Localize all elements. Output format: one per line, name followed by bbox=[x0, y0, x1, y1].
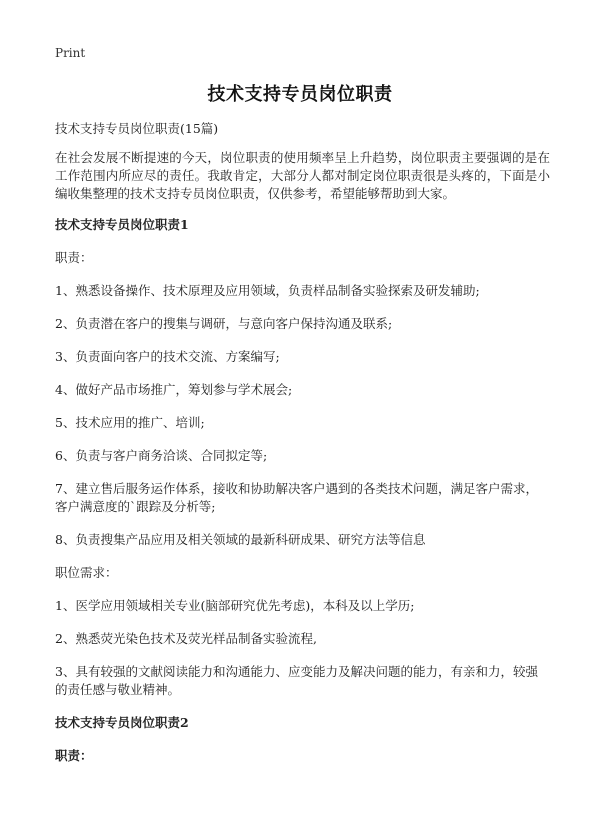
duty-item: 5、技术应用的推广、培训; bbox=[55, 415, 205, 430]
duties-label: 职责： bbox=[55, 250, 93, 265]
duties-label: 职责： bbox=[55, 748, 93, 763]
duty-item: 2、负责潜在客户的搜集与调研，与意向客户保持沟通及联系; bbox=[55, 316, 393, 331]
requirement-item: 1、医学应用领域相关专业(脑部研究优先考虑)，本科及以上学历; bbox=[55, 598, 415, 613]
document-title: 技术支持专员岗位职责 bbox=[207, 84, 393, 105]
duty-item: 1、熟悉设备操作、技术原理及应用领域，负责样品制备实验探索及研发辅助; bbox=[55, 283, 480, 298]
requirements-label: 职位需求： bbox=[55, 565, 118, 580]
print-label: Print bbox=[55, 46, 86, 60]
duty-item: 4、做好产品市场推广，筹划参与学术展会; bbox=[55, 382, 293, 397]
intro-paragraph: 在社会发展不断提速的今天，岗位职责的使用频率呈上升趋势，岗位职责主要强调的是在工作范围内所应尽的责任。我敢肯定，大部分人都对制定岗位职责很是头疼的，下面是小编收集整理的技术支持专员岗位职责，仅供参考，希望能够帮助到大家。 bbox=[55, 150, 550, 201]
requirement-item: 2、熟悉荧光染色技术及荧光样品制备实验流程, bbox=[55, 631, 317, 646]
document-subtitle: 技术支持专员岗位职责(15篇) bbox=[55, 121, 219, 136]
section-heading: 技术支持专员岗位职责2 bbox=[55, 715, 189, 730]
document-body bbox=[55, 120, 550, 780]
duty-item: 7、建立售后服务运作体系，接收和协助解决客户遇到的各类技术问题，满足客户需求，客户满意度的`跟踪及分析等; bbox=[55, 481, 538, 514]
duty-item: 3、负责面向客户的技术交流、方案编写; bbox=[55, 349, 280, 364]
duty-item: 8、负责搜集产品应用及相关领域的最新科研成果、研究方法等信息 bbox=[55, 532, 426, 547]
duty-item: 6、负责与客户商务洽谈、合同拟定等; bbox=[55, 448, 268, 463]
section-heading: 技术支持专员岗位职责1 bbox=[55, 217, 189, 232]
requirement-item: 3、具有较强的文献阅读能力和沟通能力、应变能力及解决问题的能力，有亲和力，较强的责任感与敬业精神。 bbox=[55, 664, 538, 697]
